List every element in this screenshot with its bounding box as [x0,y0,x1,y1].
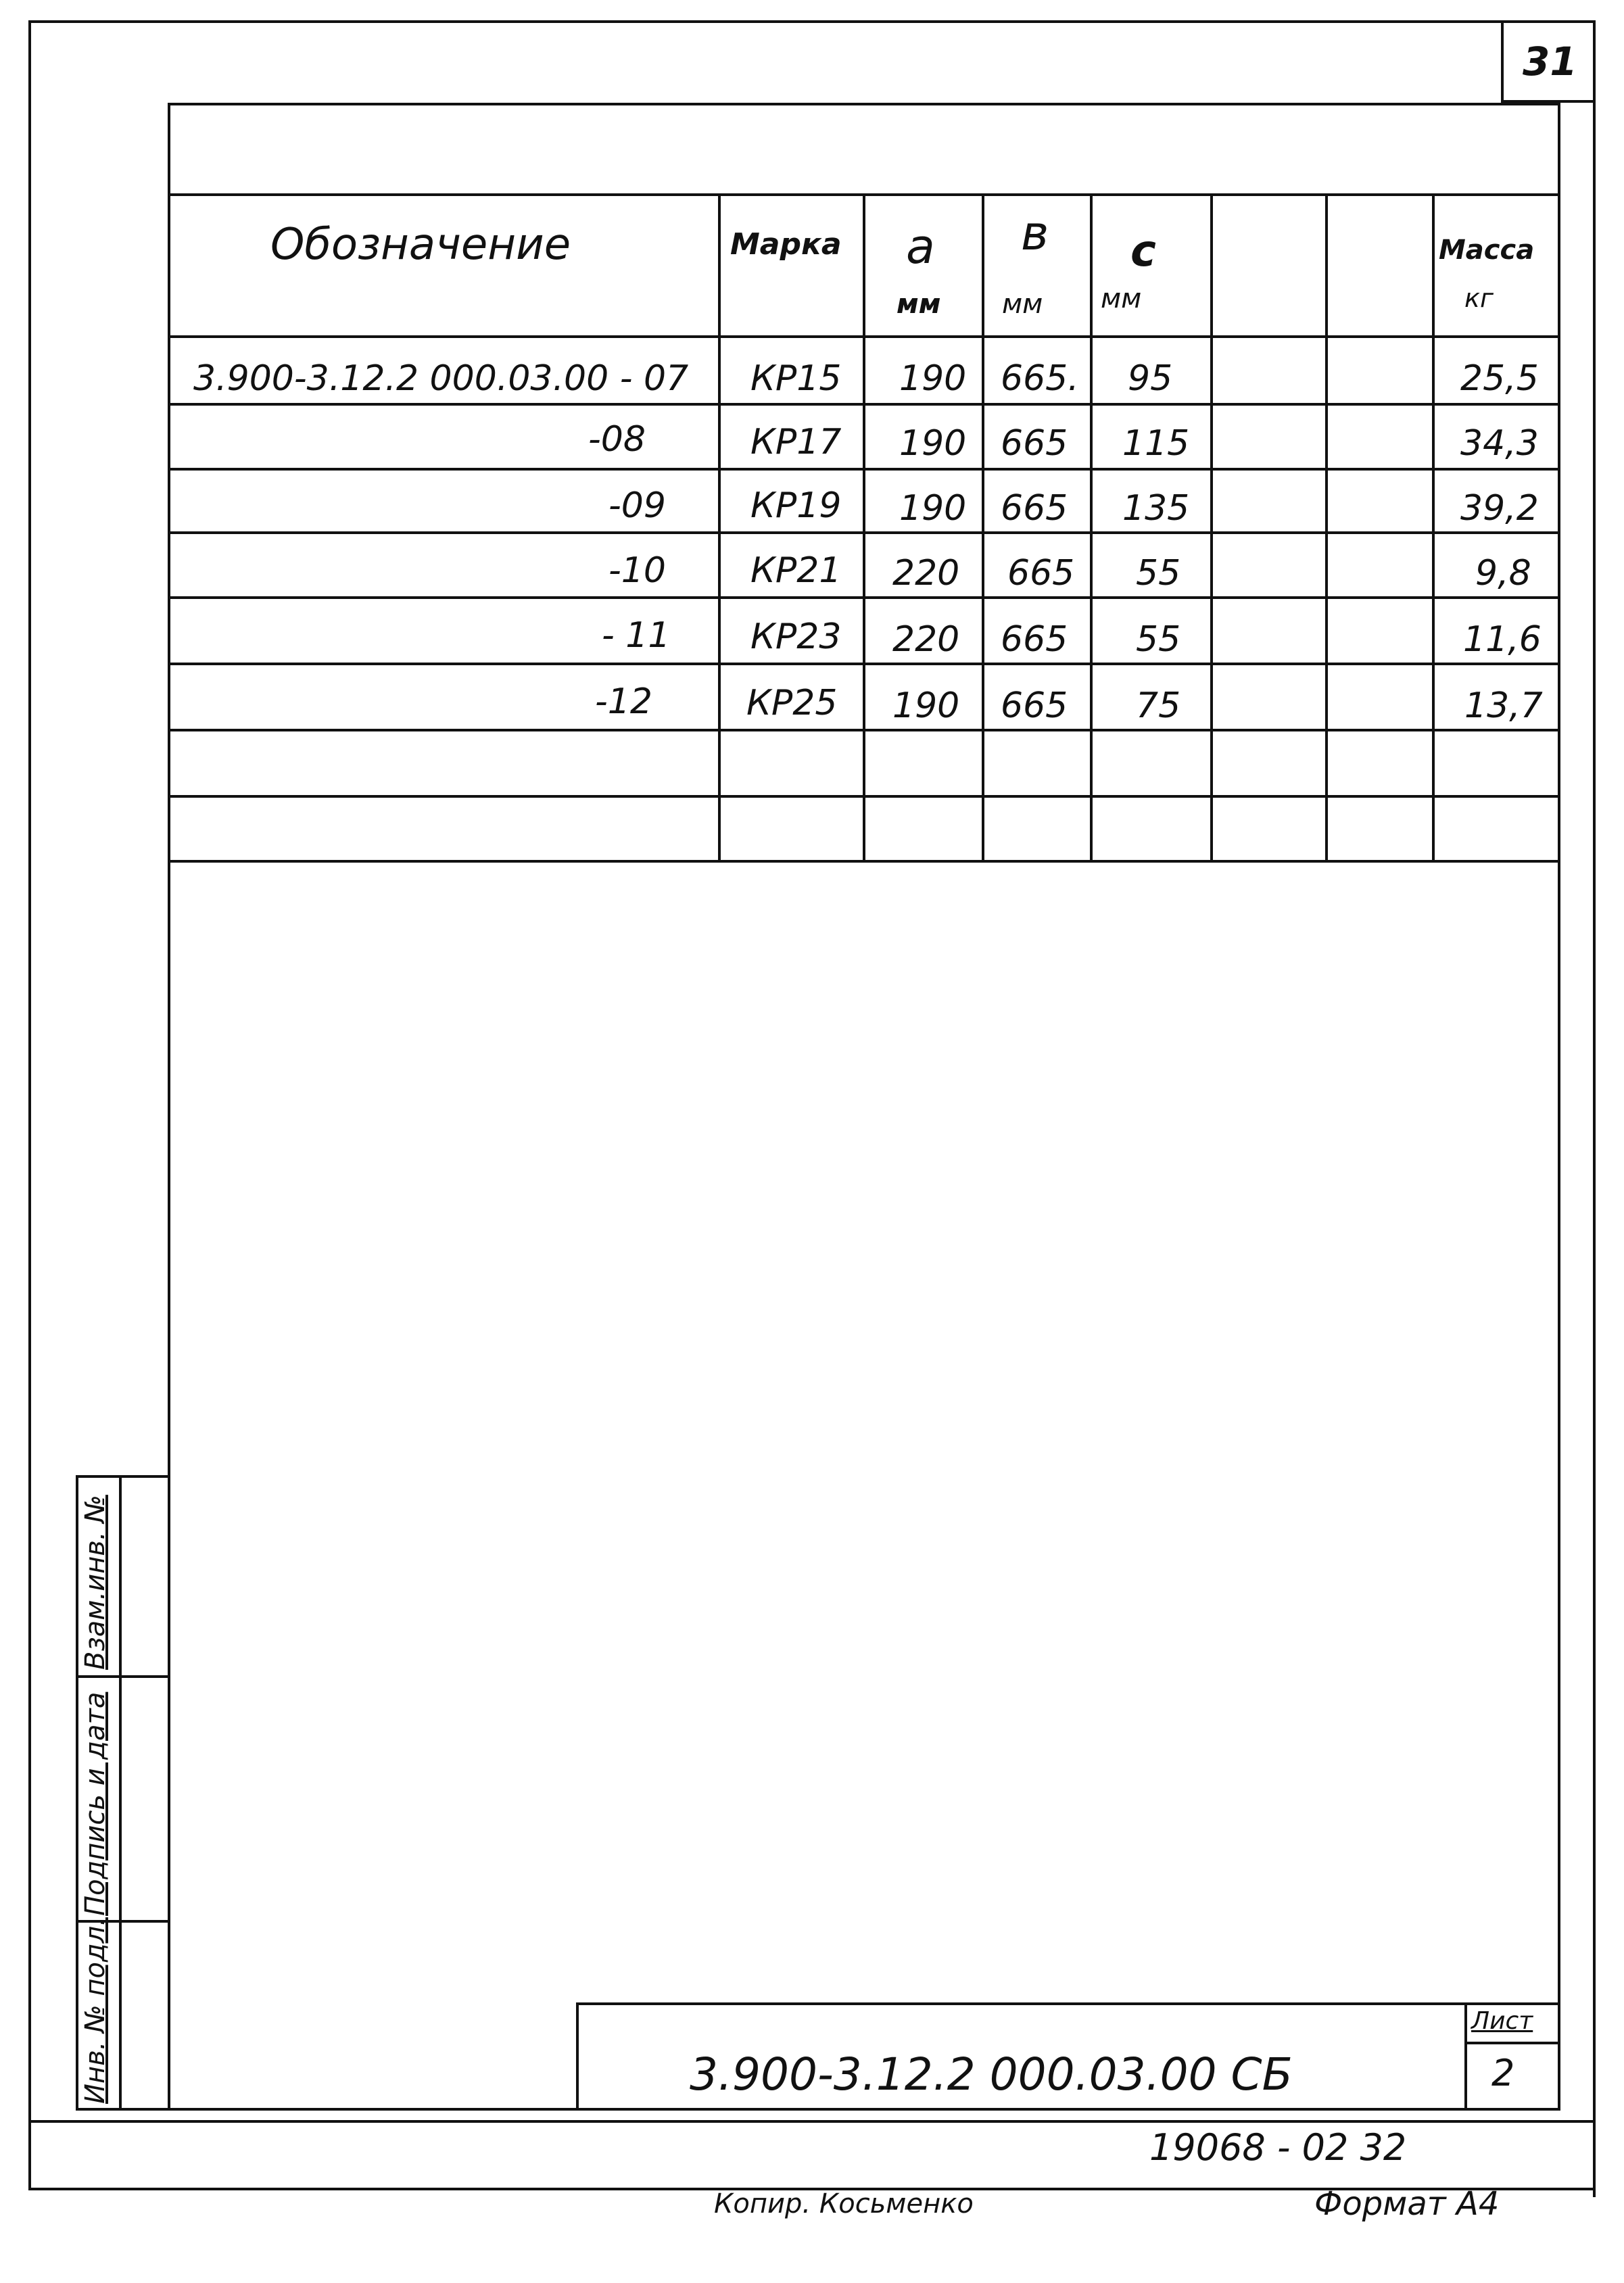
row5-b: 665 [1001,619,1068,660]
row4-mass: 9,8 [1475,553,1531,594]
document-code: 3.900-3.12.2 000.03.00 СБ [690,2048,1293,2100]
header-mass-label: Масса [1439,235,1535,266]
row4-designation: -10 [608,550,666,591]
row3-b: 665 [1001,488,1068,529]
row4-a: 220 [892,553,960,594]
side-stamp-divider [76,1675,170,1678]
order-number: 19068 - 02 32 [1149,2126,1407,2169]
row6-c: 75 [1136,686,1181,726]
row4-mark: КР21 [750,550,842,591]
row5-mark: КР23 [750,617,842,657]
col-line [1432,193,1435,863]
col-line [718,193,721,863]
row1-mass: 25,5 [1460,358,1539,399]
title-block-sheet-label-line [1464,2042,1560,2044]
side-stamp-inv-orig: Инв. № подл. [80,1917,111,2104]
row1-b: 665. [1001,358,1079,399]
row6-a: 190 [892,686,960,726]
header-mass-unit: кг [1464,283,1494,313]
header-b-symbol: в [1021,206,1049,261]
page-frame-right [1593,20,1596,2197]
row3-c: 135 [1122,488,1190,529]
row6-mark: КР25 [746,683,838,723]
header-c-unit: мм [1101,283,1142,314]
copied-by: Копир. Косьменко [714,2188,974,2219]
row3-designation: -09 [608,485,666,526]
row3-a: 190 [899,488,967,529]
row3-mark: КР19 [750,485,842,526]
row4-b: 665 [1007,553,1075,594]
header-a-symbol: а [906,219,935,274]
row2-c: 115 [1122,423,1190,464]
col-line [982,193,984,863]
sheet-corner-number: 31 [1523,39,1577,85]
row1-mark: КР15 [750,358,842,399]
side-stamp-inner-line [119,1475,122,2111]
side-stamp-replace-inv: Взам.инв. № [80,1495,111,1670]
row1-designation: 3.900-3.12.2 000.03.00 - 07 [193,358,689,399]
row5-mass: 11,6 [1463,619,1542,660]
row2-mark: КР17 [750,422,842,462]
sheet-label: Лист [1471,2007,1533,2035]
title-block-sheet-divider [1464,2002,1467,2111]
col-line [1210,193,1213,863]
row6-mass: 13,7 [1464,686,1543,726]
header-designation: Обозначение [270,220,571,270]
header-mark: Марка [730,227,842,262]
side-stamp-sign-date: Подпись и дата [80,1691,111,1916]
row5-c: 55 [1136,619,1181,660]
row6-b: 665 [1001,686,1068,726]
row2-mass: 34,3 [1460,423,1539,464]
row1-a: 190 [899,358,967,399]
header-b-unit: мм [1002,289,1043,320]
header-c-symbol: с [1130,226,1156,277]
row5-a: 220 [892,619,960,660]
col-line [863,193,865,863]
sheet-number: 2 [1491,2052,1515,2094]
row3-mass: 39,2 [1460,488,1539,529]
row5-designation: - 11 [602,615,671,656]
col-line [1325,193,1328,863]
row2-a: 190 [899,423,967,464]
format-label: Формат А4 [1314,2185,1500,2223]
col-line [1090,193,1093,863]
row4-c: 55 [1136,553,1181,594]
row6-designation: -12 [595,681,652,722]
row2-b: 665 [1001,423,1068,464]
frame-bottom-line [28,2120,1596,2123]
row2-designation: -08 [588,419,646,460]
row1-c: 95 [1128,358,1173,399]
header-a-unit: мм [897,289,941,320]
